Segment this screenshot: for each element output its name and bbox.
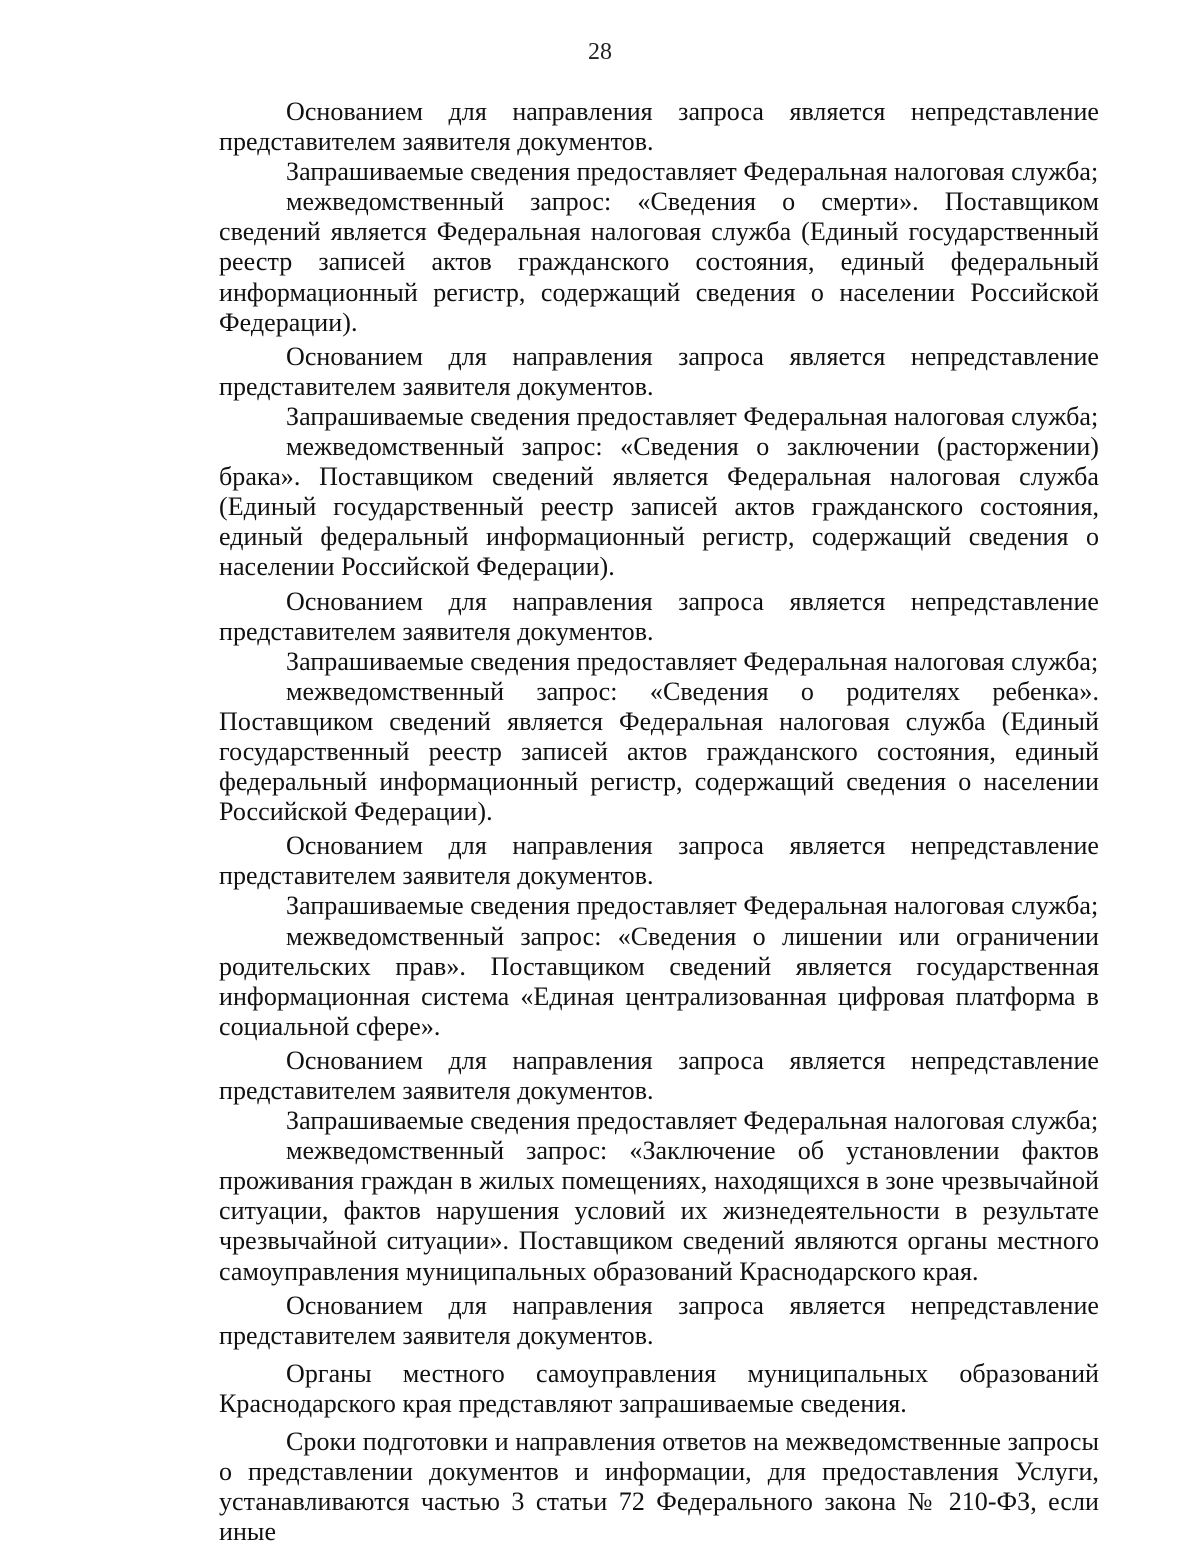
paragraph-provider-5: Запрашиваемые сведения предоставляет Федеральная налоговая служба;	[286, 1106, 1099, 1136]
paragraph-request-parents: межведомственный запрос: «Сведения о родителях ребенка». Поставщиком сведений является Федеральная налоговая служба (Единый государственный реестр записей актов гражданского состояния, единый федеральный информационный регистр, содержащий сведения о населении Российской Федерации).	[219, 676, 1099, 827]
paragraph-basis-2: Основанием для направления запроса является непредставление представителем заявителя документов.	[219, 341, 1099, 401]
paragraph-deadlines: Сроки подготовки и направления ответов на межведомственные запросы о представлении документов и информации, для предоставления Услуги, устанавливаются частью 3 статьи 72 Федерального закона № 210-ФЗ, если иные	[219, 1427, 1099, 1547]
paragraph-basis-5: Основанием для направления запроса является непредставление представителем заявителя документов.	[219, 1045, 1099, 1105]
paragraph-request-death: межведомственный запрос: «Сведения о смерти». Поставщиком сведений является Федеральная налоговая служба (Единый государственный реестр записей актов гражданского состояния, единый федеральный информационный регистр, содержащий сведения о населении Российской Федерации).	[219, 187, 1099, 337]
paragraph-local-authorities: Органы местного самоуправления муниципальных образований Краснодарского края представляют запрашиваемые сведения.	[219, 1358, 1099, 1418]
paragraph-basis-4: Основанием для направления запроса является непредставление представителем заявителя документов.	[219, 831, 1099, 891]
paragraph-provider-2: Запрашиваемые сведения предоставляет Федеральная налоговая служба;	[286, 401, 1099, 431]
paragraph-request-marriage: межведомственный запрос: «Сведения о заключении (расторжении) брака». Поставщиком сведений является Федеральная налоговая служба (Единый государственный реестр записей актов гражданского состояния, единый федеральный информационный регистр, содержащий сведения о населении Российской Федерации).	[219, 432, 1099, 582]
document-body	[219, 97, 1099, 1547]
paragraph-request-parental-rights: межведомственный запрос: «Сведения о лишении или ограничении родительских прав». Поставщиком сведений является государственная информационная система «Единая централизованная цифровая платформа в социальной сфере».	[219, 921, 1099, 1041]
page-number: 28	[588, 39, 612, 65]
paragraph-basis-1: Основанием для направления запроса является непредставление представителем заявителя документов.	[219, 97, 1099, 157]
paragraph-request-emergency: межведомственный запрос: «Заключение об установлении фактов проживания граждан в жилых помещениях, находящихся в зоне чрезвычайной ситуации, фактов нарушения условий их жизнедеятельности в результате чрезвычайной ситуации». Поставщиком сведений являются органы местного самоуправления муниципальных образований Краснодарского края.	[219, 1136, 1099, 1286]
paragraph-provider-3: Запрашиваемые сведения предоставляет Федеральная налоговая служба;	[286, 646, 1099, 676]
paragraph-basis-3: Основанием для направления запроса является непредставление представителем заявителя документов.	[219, 586, 1099, 646]
paragraph-basis-6: Основанием для направления запроса является непредставление представителем заявителя документов.	[219, 1290, 1099, 1350]
paragraph-provider-1: Запрашиваемые сведения предоставляет Федеральная налоговая служба;	[286, 157, 1099, 187]
paragraph-provider-4: Запрашиваемые сведения предоставляет Федеральная налоговая служба;	[286, 891, 1099, 921]
